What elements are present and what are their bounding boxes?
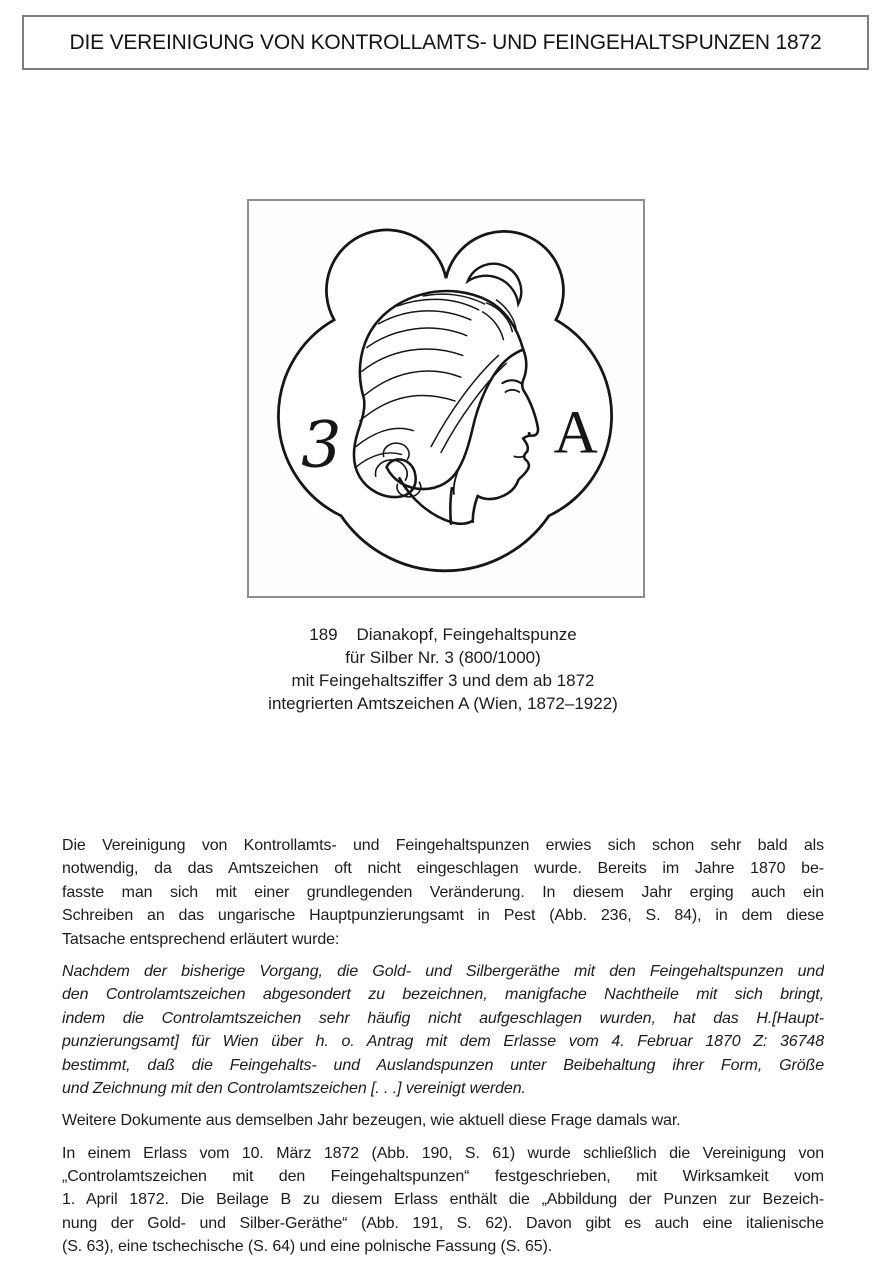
text-line: Weitere Dokumente aus demselben Jahr bezeugen, wie aktuell diese Frage damals war. <box>62 1112 681 1130</box>
paragraph <box>62 960 824 1100</box>
caption-line: mit Feingehaltsziffer 3 und dem ab 1872 <box>291 671 595 690</box>
text-line: bestimmt, daß die Feingehalts- und Auslandspunzen unter Beibehaltung ihrer Form, Größe <box>62 1056 824 1074</box>
text-line: In einem Erlass vom 10. März 1872 (Abb. 190, S. 61) wurde schließlich die Vereinigung von <box>62 1144 824 1162</box>
chapter-title-box <box>22 15 869 70</box>
fineness-digit: 3 <box>301 407 342 482</box>
caption-line: integrierten Amtszeichen A (Wien, 1872–1922) <box>268 694 618 713</box>
text-line: Schreiben an das ungarische Hauptpunzierungsamt in Pest (Abb. 236, S. 84), in dem diese <box>62 907 824 925</box>
text-line: fasste man sich mit einer grundlegenden Veränderung. In diesem Jahr erging auch ein <box>62 883 824 901</box>
figure-caption <box>0 623 886 715</box>
text-line: und Zeichnung mit den Controlamtszeichen [. . .] vereinigt werden. <box>62 1079 526 1097</box>
office-letter: A <box>553 398 598 467</box>
paragraph <box>62 834 824 951</box>
text-line: punzierungsamt] für Wien über h. o. Antrag mit dem Erlasse vom 4. Februar 1870 Z: 36748 <box>62 1033 824 1051</box>
paragraph <box>62 1109 824 1132</box>
chapter-title: DIE VEREINIGUNG VON KONTROLLAMTS- UND FEINGEHALTSPUNZEN 1872 <box>69 30 822 54</box>
text-line: Nachdem der bisherige Vorgang, die Gold- und Silbergeräthe mit den Feingehaltspunzen und <box>62 962 824 980</box>
diana-seal-illustration <box>249 201 643 596</box>
text-line: „Controlamtszeichen mit den Feingehaltspunzen“ festgeschrieben, mit Wirksamkeit vom <box>62 1168 824 1186</box>
text-line: den Controlamtszeichen abgesondert zu bezeichnen, manigfache Nachtheile mit sich bringt, <box>62 986 824 1004</box>
text-line: (S. 63), eine tschechische (S. 64) und eine polnische Fassung (S. 65). <box>62 1238 553 1256</box>
hallmark-figure <box>247 199 645 598</box>
text-line: nung der Gold- und Silber-Geräthe“ (Abb. 191, S. 62). Davon gibt es auch eine italienische <box>62 1214 824 1232</box>
paragraph <box>62 1142 824 1259</box>
text-line: Tatsache entsprechend erläutert wurde: <box>62 930 340 948</box>
text-line: 1. April 1872. Die Beilage B zu diesem Erlass enthält die „Abbildung der Punzen zur Bezeich- <box>62 1191 824 1209</box>
text-line: indem die Controlamtszeichen sehr häufig nicht aufgeschlagen wurden, hat das H.[Haupt- <box>62 1009 824 1027</box>
caption-line: für Silber Nr. 3 (800/1000) <box>345 648 541 667</box>
text-line: notwendig, da das Amtszeichen oft nicht eingeschlagen wurde. Bereits im Jahre 1870 be- <box>62 860 824 878</box>
text-line: Die Vereinigung von Kontrollamts- und Feingehaltspunzen erwies sich schon sehr bald als <box>62 837 824 854</box>
caption-line: 189 Dianakopf, Feingehaltspunze <box>309 625 577 644</box>
body-text <box>62 834 824 1268</box>
